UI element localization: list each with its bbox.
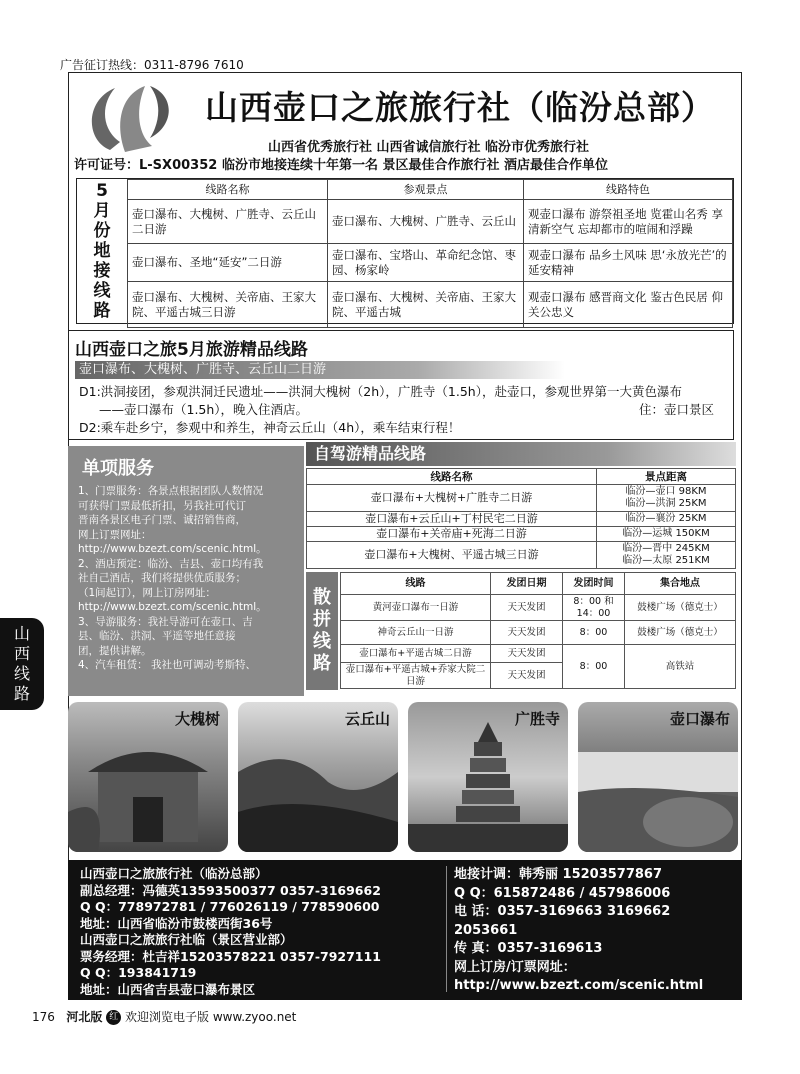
contact-line: 传 真：0357-3169613 [454, 941, 603, 956]
photo-hukou-waterfall [578, 702, 738, 852]
side-char: 月 [93, 201, 111, 221]
contact-divider [446, 866, 447, 992]
route-place: 鼓楼广场（德克士） [625, 621, 736, 645]
may-routes-panel [76, 178, 734, 324]
table-row [341, 621, 736, 645]
photo-label: 云丘山 [344, 710, 390, 728]
contact-line: 电 话：0357-3169663 3169662 [454, 904, 671, 919]
route-time: 8：00 和 14：00 [563, 595, 625, 621]
distance-line: 临汾—晋中 245KM [622, 543, 710, 554]
route-name: 壶口瀑布、圣地“延安”二日游 [128, 244, 328, 282]
side-char: 份 [93, 221, 111, 241]
may-routes-table [127, 179, 733, 328]
service-line: 3、导游服务：我社导游可在壶口、吉 [78, 615, 253, 628]
route-name: 壶口瀑布+平遥古城+乔家大院二日游 [341, 663, 491, 689]
pinche-side-label [306, 572, 338, 690]
contact-panel [68, 860, 742, 1000]
page-number: 176 [32, 1010, 55, 1024]
route-date: 天天发团 [491, 595, 563, 621]
route-name: 壶口瀑布+大槐树、平遥古城三日游 [307, 542, 597, 569]
col-route: 线路名称 [307, 469, 597, 485]
service-line: 社自己酒店，我们将提供优质服务； [78, 572, 246, 584]
company-logo [80, 80, 180, 158]
route-date: 天天发团 [491, 663, 563, 689]
route-name: 壶口瀑布、大槐树、广胜寺、云丘山二日游 [128, 200, 328, 244]
single-services-panel [68, 446, 304, 696]
contact-line: 网上订房/订票网址： [454, 959, 576, 975]
service-line: 可获得门票最低折扣，另我社可代订 [78, 499, 246, 512]
photo-yunqiushan [238, 702, 398, 852]
contact-line: 地接计调：韩秀丽 15203577867 [454, 867, 663, 882]
table-row [307, 485, 736, 512]
contact-line: 山西壶口之旅旅行社临（景区营业部） [80, 932, 293, 947]
route-name: 壶口瀑布+平遥古城二日游 [341, 645, 491, 663]
contact-right [454, 866, 703, 996]
route-date: 天天发团 [491, 621, 563, 645]
license-number: 许可证号：L-SX00352 [74, 158, 218, 173]
contact-line: 山西壶口之旅旅行社（临汾总部） [80, 866, 268, 881]
route-feature: 观壶口瀑布 感晋商文化 鉴古色民居 仰关公忠义 [524, 282, 733, 328]
side-char: 拼 [313, 609, 331, 630]
photo-guangshengsi [408, 702, 568, 852]
route-name: 壶口瀑布+云丘山+丁村民宅二日游 [307, 512, 597, 527]
self-drive-table [306, 468, 736, 569]
shanxi-routes-tab [0, 618, 44, 710]
route-name: 壶口瀑布+关帝庙+死海二日游 [307, 527, 597, 542]
col-place: 集合地点 [625, 573, 736, 595]
tab-char: 山 [13, 624, 30, 643]
day1-stay: 住：壶口景区 [639, 402, 715, 417]
day2-line: D2:乘车赴乡宁，参观中和养生，神奇云丘山（4h），乘车结束行程！ [79, 420, 461, 435]
side-char: 5 [96, 181, 108, 201]
side-char: 接 [93, 261, 111, 281]
featured-route-panel [68, 330, 734, 440]
service-line: 团，提供讲解。 [78, 644, 152, 657]
table-row [128, 200, 733, 244]
self-drive-title: 自驾游精品线路 [306, 442, 736, 466]
route-feature: 观壶口瀑布 品乡土风味 思‘永放光芒’的延安精神 [524, 244, 733, 282]
photo-label: 广胜寺 [514, 710, 560, 728]
col-route: 线路 [341, 573, 491, 595]
route-distance [597, 542, 736, 569]
service-line: 晋南各景区电子门票、诚招销售商， [78, 514, 246, 526]
table-row [128, 282, 733, 328]
contact-line: 地址：山西省吉县壶口瀑布景区 [80, 981, 256, 997]
route-time: 8：00 [563, 645, 625, 689]
route-feature: 观壶口瀑布 游祭祖圣地 览霍山名秀 享清新空气 忘却都市的喧闹和浮躁 [524, 200, 733, 244]
table-row [307, 512, 736, 527]
table-row [307, 542, 736, 569]
welcome-text: 欢迎浏览电子版 www.zyoo.net [125, 1010, 297, 1024]
service-line: 1、门票服务：各景点根据团队人数情况 [78, 485, 264, 497]
side-char: 线 [93, 281, 111, 301]
service-line: 2、酒店预定：临汾、吉县、壶口均有我 [78, 557, 264, 570]
service-line: 网上订票网址： [78, 528, 152, 541]
ad-hotline: 广告征订热线：0311-8796 7610 [60, 58, 244, 72]
route-distance [597, 485, 736, 512]
photo-label: 壶口瀑布 [669, 710, 730, 728]
contact-line: 票务经理：杜吉祥15203578221 0357-7927111 [80, 948, 381, 964]
col-date: 发团日期 [491, 573, 563, 595]
may-side-label [77, 179, 127, 323]
distance-line: 临汾—太原 251KM [622, 555, 710, 566]
contact-line: Q Q：778972781 / 776026119 / 778590600 [80, 899, 380, 914]
honors-line-2: 临汾市地接连续十年第一名 景区最佳合作旅行社 酒店最佳合作单位 [222, 158, 609, 173]
contact-line: Q Q：193841719 [80, 965, 197, 980]
day1-line-a: D1:洪洞接团，参观洪洞迁民遗址——洪洞大槐树（2h），广胜寺（1.5h），赴壶口，参观世界第一大黄色瀑布 [79, 384, 682, 399]
route-spots: 壶口瀑布、大槐树、广胜寺、云丘山 [328, 200, 524, 244]
service-line: 县、临汾、洪洞、平遥等地任意接 [78, 630, 236, 642]
route-spots: 壶口瀑布、大槐树、关帝庙、王家大院、平遥古城 [328, 282, 524, 328]
services-title: 单项服务 [82, 458, 154, 479]
contact-left [80, 866, 381, 998]
side-char: 线 [313, 631, 331, 652]
table-row [128, 244, 733, 282]
route-distance: 临汾—襄汾 25KM [597, 512, 736, 527]
service-line: 4、汽车租赁： 我社也可调动考斯特、 [78, 659, 257, 671]
route-place: 高铁站 [625, 645, 736, 689]
col-time: 发团时间 [563, 573, 625, 595]
featured-route-title: 山西壶口之旅5月旅游精品线路 [75, 340, 308, 360]
table-header-row [341, 573, 736, 595]
col-spots: 参观景点 [328, 180, 524, 200]
red-badge-icon: 红 [106, 1010, 121, 1025]
route-name: 神奇云丘山一日游 [341, 621, 491, 645]
distance-line: 临汾—洪洞 25KM [625, 498, 707, 509]
contact-line: 地址：山西省临汾市鼓楼西街36号 [80, 915, 273, 931]
side-char: 路 [93, 301, 111, 321]
contact-line: 2053661 [454, 922, 518, 938]
table-row [341, 645, 736, 663]
contact-line: Q Q：615872486 / 457986006 [454, 885, 671, 901]
service-url: http://www.bzezt.com/scenic.html。 [78, 601, 267, 613]
edition-label: 河北版 [66, 1010, 103, 1024]
page-footer [32, 1008, 296, 1025]
route-name: 壶口瀑布+大槐树+广胜寺二日游 [307, 485, 597, 512]
route-spots: 壶口瀑布、宝塔山、革命纪念馆、枣园、杨家岭 [328, 244, 524, 282]
table-row [341, 595, 736, 621]
company-title: 山西壶口之旅旅行社（临汾总部） [205, 88, 715, 127]
route-place: 鼓楼广场（德克士） [625, 595, 736, 621]
side-char: 路 [313, 653, 331, 674]
photo-dahuaishu [68, 702, 228, 852]
pinche-table [340, 572, 736, 689]
table-row [307, 527, 736, 542]
route-name: 黄河壶口瀑布一日游 [341, 595, 491, 621]
tab-char: 线 [13, 664, 30, 683]
table-header-row [128, 180, 733, 200]
services-list [78, 484, 300, 673]
col-feature: 线路特色 [524, 180, 733, 200]
tab-char: 西 [13, 644, 30, 663]
honors-line-1: 山西省优秀旅行社 山西省诚信旅行社 临汾市优秀旅行社 [268, 140, 590, 155]
side-char: 散 [313, 587, 331, 608]
col-route-name: 线路名称 [128, 180, 328, 200]
route-distance: 临汾—运城 150KM [597, 527, 736, 542]
service-url: http://www.bzezt.com/scenic.html。 [78, 543, 267, 555]
route-date: 天天发团 [491, 645, 563, 663]
contact-line: 副总经理：冯德英13593500377 0357-3169662 [80, 882, 381, 898]
day1-line-b: ——壶口瀑布（1.5h），晚入住酒店。 [99, 402, 309, 417]
photo-label: 大槐树 [174, 710, 220, 728]
route-name: 壶口瀑布、大槐树、关帝庙、王家大院、平遥古城三日游 [128, 282, 328, 328]
service-line: （1间起订），网上订房网址： [78, 586, 216, 599]
col-distance: 景点距离 [597, 469, 736, 485]
route-time: 8：00 [563, 621, 625, 645]
side-char: 地 [93, 241, 111, 261]
distance-line: 临汾—壶口 98KM [625, 486, 707, 497]
table-header-row [307, 469, 736, 485]
tab-char: 路 [13, 684, 30, 703]
featured-route-bar: 壶口瀑布、大槐树、广胜寺、云丘山二日游 [75, 361, 565, 379]
booking-url: http://www.bzezt.com/scenic.html [454, 978, 704, 993]
